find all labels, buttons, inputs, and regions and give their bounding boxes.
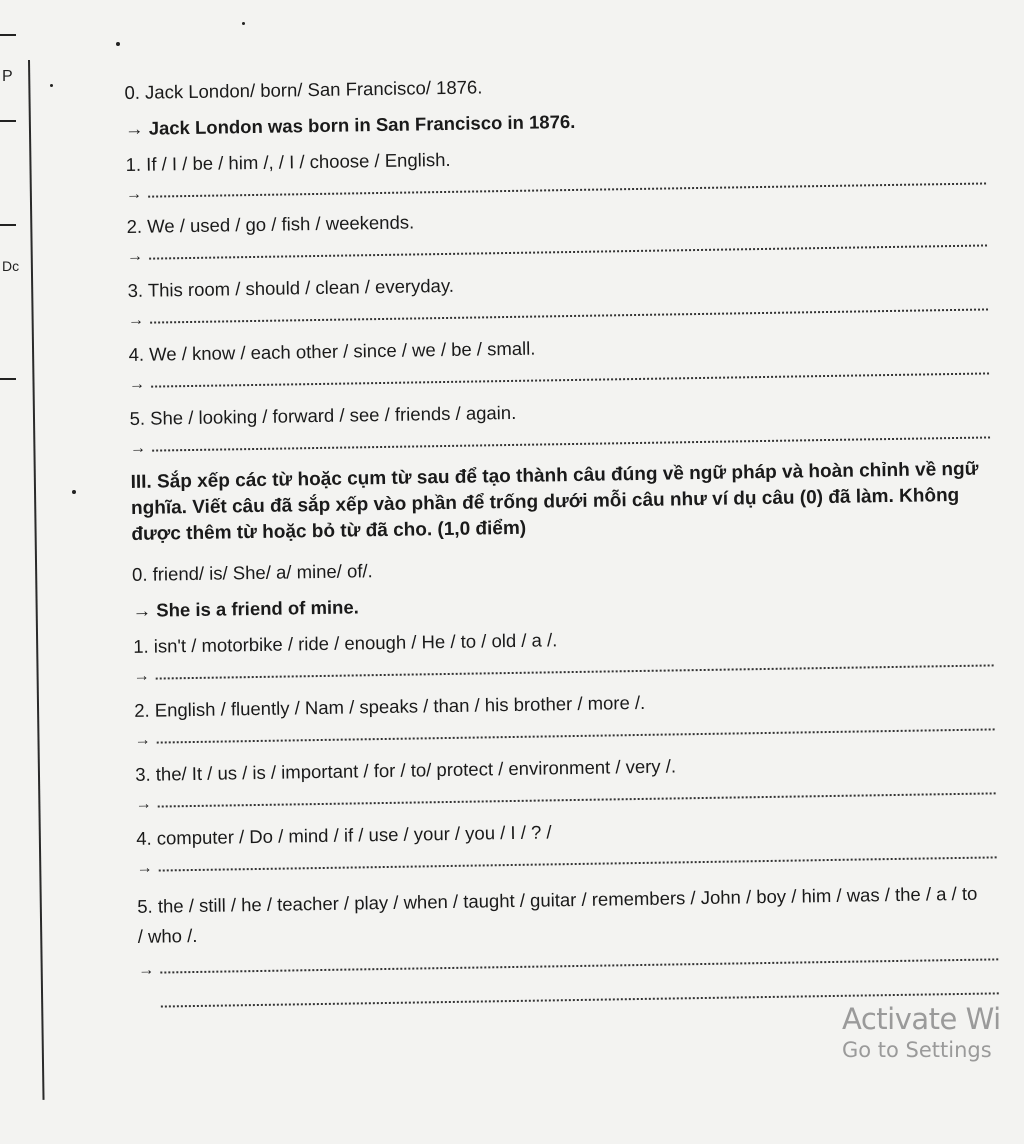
- arrow-icon: →: [127, 311, 145, 329]
- question-item: 5. the / still / he / teacher / play / when / taught / guitar / remembers / John / boy / him / was / the / a / to / who /.: [137, 882, 978, 947]
- question-item: 1. If / I / be / him /, / I / choose / English.: [125, 148, 451, 175]
- arrow-icon: →: [125, 185, 143, 203]
- dotted-line: [158, 790, 996, 807]
- speck: [50, 84, 53, 87]
- question-item: 2. We / used / go / fish / weekends.: [126, 211, 415, 237]
- dotted-line: [152, 434, 990, 451]
- arrow-icon: →: [136, 859, 153, 877]
- question-item: 1. isn't / motorbike / ride / enough / He / to / old / a /.: [133, 629, 558, 657]
- section-instruction: III. Sắp xếp các từ hoặc cụm từ sau để tạo thành câu đúng về ngữ pháp và hoàn chỉnh về ngữ nghĩa. Viết câu đã sắp xếp vào phần để trống dưới mỗi câu như ví dụ câu (0) đã làm. Không được thêm từ hoặc bỏ từ đã cho. (1,0 điểm): [130, 458, 979, 545]
- example-answer: → Jack London was born in San Francisco in 1876.: [124, 110, 576, 139]
- dotted-line: [159, 854, 997, 871]
- margin-letter: P: [2, 68, 13, 85]
- edge-mark: [0, 378, 16, 380]
- question-item: 2. English / fluently / Nam / speaks / than / his brother / more /.: [134, 691, 646, 721]
- margin-letter: Dc: [2, 258, 20, 274]
- exercise-content: [124, 46, 999, 1013]
- edge-mark: [0, 120, 16, 122]
- dotted-line: [156, 662, 994, 679]
- dotted-line: [148, 180, 986, 197]
- edge-mark: [0, 34, 16, 36]
- speck: [116, 42, 120, 46]
- question-item: 5. She / looking / forward / see / friends / again.: [129, 401, 517, 429]
- dotted-line: [151, 370, 989, 387]
- arrow-icon: →: [138, 961, 155, 979]
- dotted-line: [157, 726, 995, 743]
- edge-mark: [0, 224, 16, 226]
- arrow-icon: →: [126, 247, 144, 265]
- speck: [72, 490, 76, 494]
- example-prompt: 0. friend/ is/ She/ a/ mine/ of/.: [131, 560, 373, 585]
- question-item: 4. We / know / each other / since / we / be / small.: [128, 337, 536, 365]
- arrow-icon: →: [128, 375, 146, 393]
- arrow-icon: →: [133, 667, 150, 685]
- question-item: 3. the/ It / us / is / important / for / to/ protect / environment / very /.: [135, 755, 677, 785]
- speck: [242, 22, 245, 25]
- dotted-line: [150, 306, 988, 323]
- watermark-line: Go to Settings: [842, 1038, 992, 1062]
- example-answer: → She is a friend of mine.: [132, 596, 359, 621]
- windows-activation-watermark: [842, 1002, 1001, 1062]
- margin-line: [28, 60, 45, 1100]
- dotted-line: [149, 242, 987, 259]
- watermark-line: Activate Wi: [842, 1002, 1001, 1036]
- arrow-icon: →: [134, 731, 151, 749]
- question-item: 4. computer / Do / mind / if / use / your / you / I / ? /: [136, 821, 552, 849]
- question-item: 3. This room / should / clean / everyday.: [127, 274, 455, 301]
- example-prompt: 0. Jack London/ born/ San Francisco/ 1876.: [124, 76, 483, 103]
- arrow-icon: →: [135, 795, 152, 813]
- arrow-icon: →: [129, 439, 147, 457]
- dotted-line: [160, 956, 998, 973]
